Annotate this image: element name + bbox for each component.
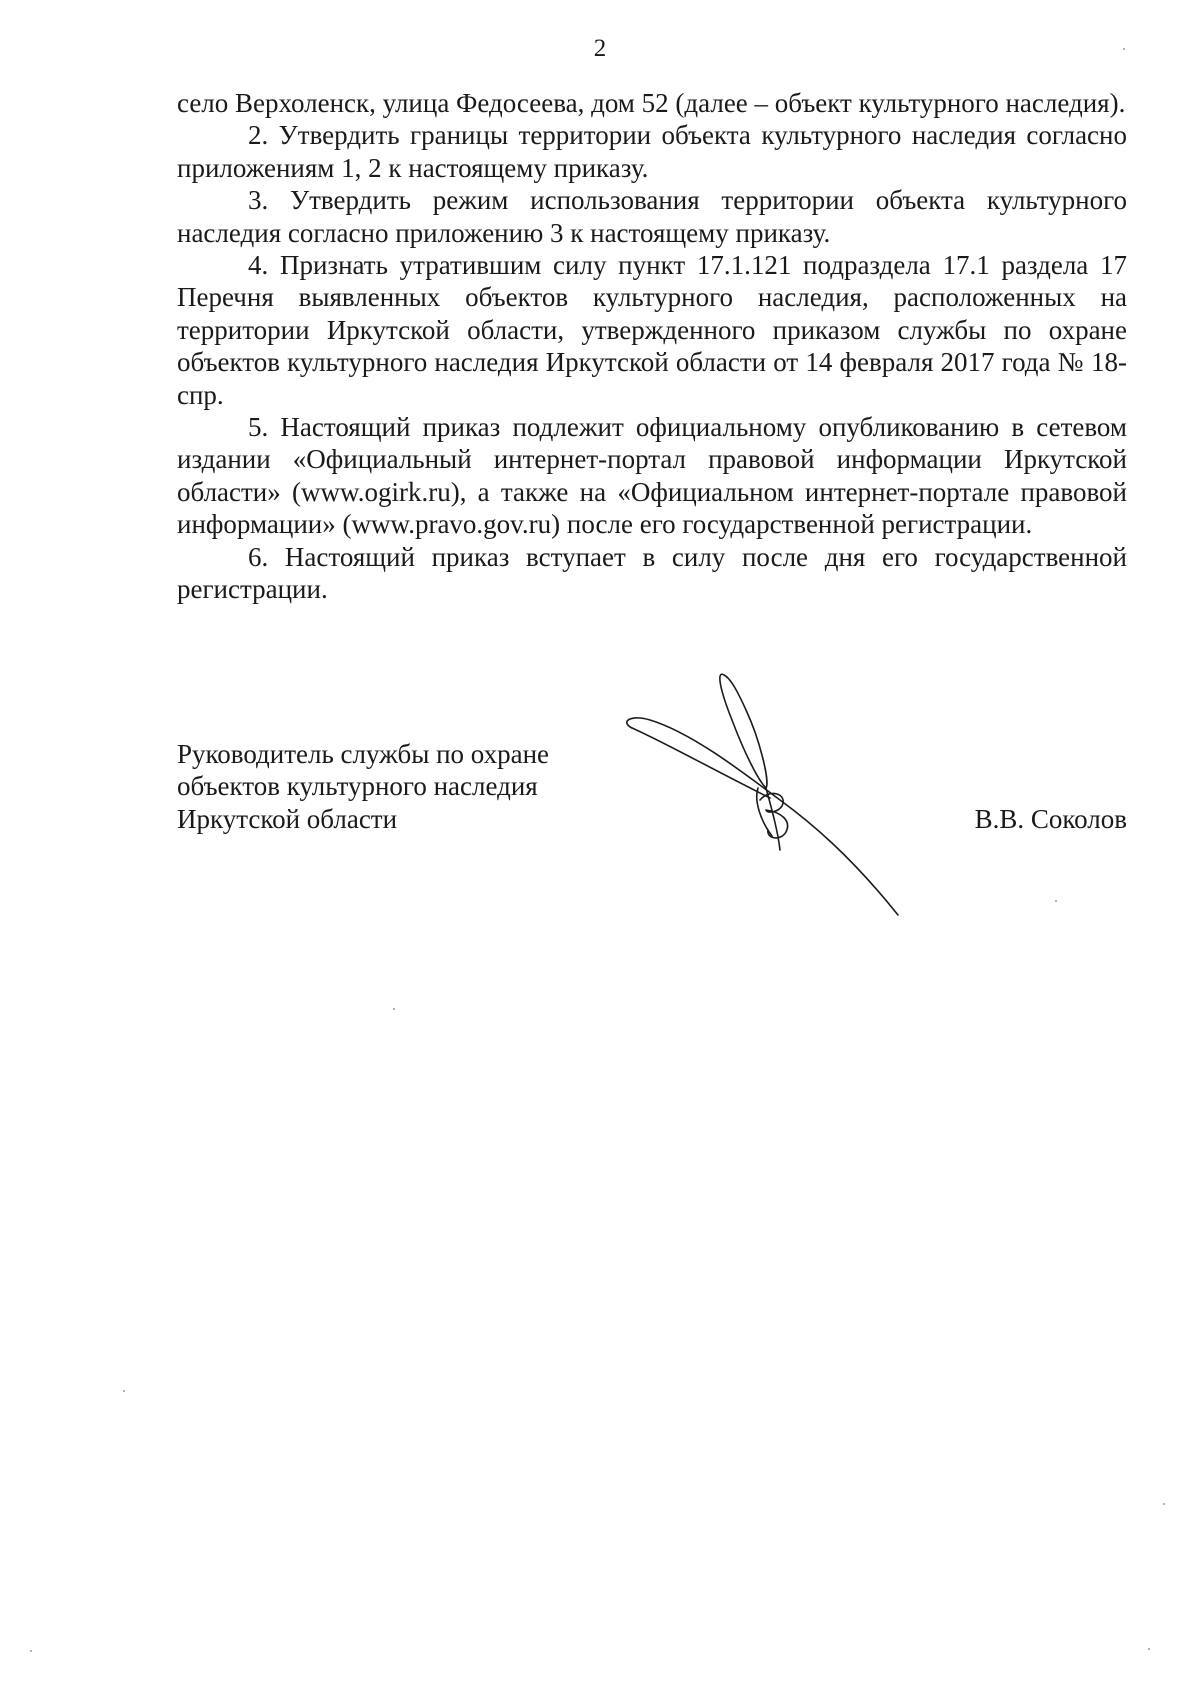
page-number: 2 (593, 35, 607, 62)
scan-speck (1123, 48, 1125, 50)
scan-speck (1163, 1503, 1165, 1505)
scan-speck (123, 1390, 125, 1392)
paragraph-item-5: 5. Настоящий приказ подлежит официальному опубликованию в сетевом издании «Официальный интернет-портал правовой информации Иркутской области» (www.ogirk.ru), а также на «Официальном интернет-портале правовой информации» (www.pravo.gov.ru) после его государственной регистрации. (177, 412, 1127, 540)
signer-title-line: объектов культурного наследия (177, 771, 538, 802)
scan-speck (1148, 1648, 1150, 1650)
scan-speck (393, 1008, 395, 1010)
paragraph-item-3: 3. Утвердить режим использования территории объекта культурного наследия согласно приложению 3 к настоящему приказу. (177, 185, 1127, 248)
signer-name: В.В. Соколов (974, 803, 1127, 834)
paragraph-item-4: 4. Признать утратившим силу пункт 17.1.121 подраздела 17.1 раздела 17 Перечня выявленных объектов культурного наследия, расположенных на территории Иркутской области, утвержденного приказом службы по охране объектов культурного наследия Иркутской области от 14 февраля 2017 года № 18-спр. (177, 250, 1127, 410)
paragraph-item-2: 2. Утвердить границы территории объекта культурного наследия согласно приложениям 1, 2 к настоящему приказу. (177, 120, 1127, 183)
paragraph-continuation: село Верхоленск, улица Федосеева, дом 52 (далее – объект культурного наследия). (177, 88, 1126, 118)
scan-speck (30, 1650, 32, 1652)
signer-title (177, 738, 549, 835)
signer-title-line: Иркутской области (177, 803, 398, 834)
handwritten-signature-icon (620, 670, 910, 920)
document-body (177, 87, 1127, 606)
signer-title-line: Руководитель службы по охране (177, 739, 550, 769)
scan-speck (1055, 900, 1057, 902)
paragraph-item-6: 6. Настоящий приказ вступает в силу после дня его государственной регистрации. (177, 541, 1127, 605)
